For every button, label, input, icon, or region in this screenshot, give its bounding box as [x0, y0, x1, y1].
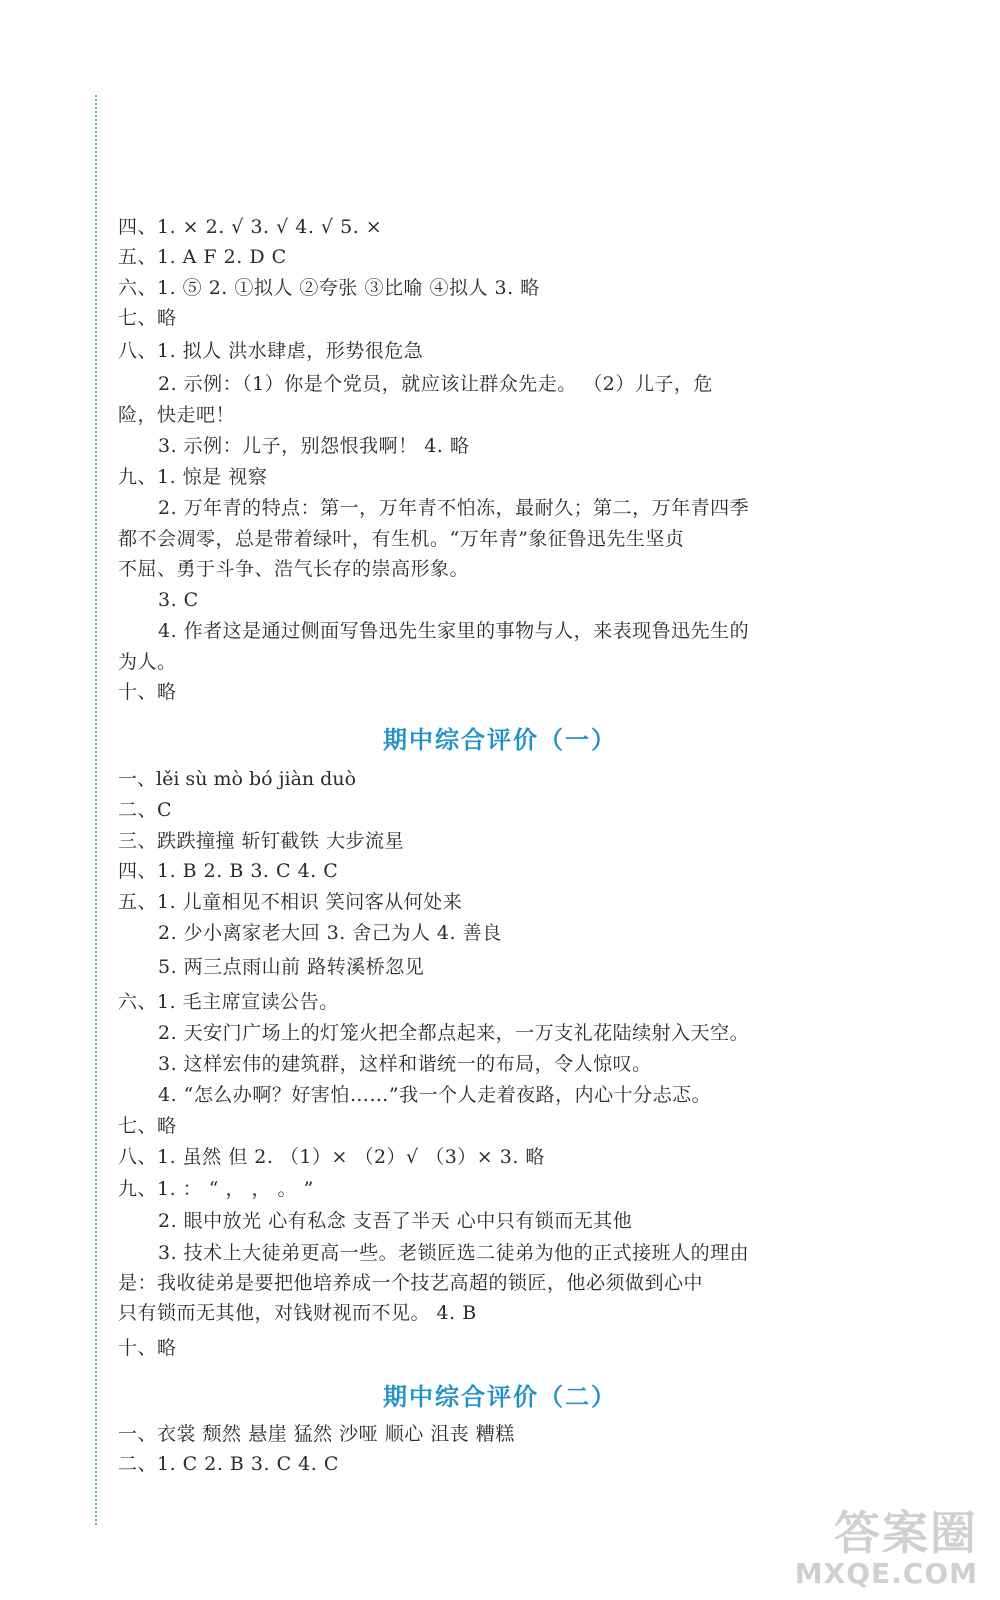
- answer-line: 4. “怎么办啊？好害怕……”我一个人走着夜路，内心十分忐忑。: [158, 1084, 712, 1106]
- answer-line: 六、1. ⑤ 2. ①拟人 ②夸张 ③比喻 ④拟人 3. 略: [118, 277, 540, 299]
- answer-line: 五、1. A F 2. D C: [118, 246, 287, 268]
- answer-line: 险，快走吧！: [118, 404, 236, 426]
- answer-line: 十、略: [118, 681, 177, 703]
- answer-line: 七、略: [118, 1115, 177, 1137]
- answer-line: 2. 万年青的特点：第一，万年青不怕冻，最耐久；第二，万年青四季: [158, 497, 750, 519]
- answer-line: 三、跌跌撞撞 斩钉截铁 大步流星: [118, 830, 405, 852]
- answer-line: 九、1. ： “ ， ， 。 ”: [118, 1178, 314, 1200]
- answer-line: 七、略: [118, 307, 177, 329]
- answer-line: 不屈、勇于斗争、浩气长存的崇高形象。: [118, 558, 470, 580]
- watermark: [795, 1508, 978, 1590]
- answer-line: 二、C: [118, 799, 173, 821]
- answer-line: 十、略: [118, 1337, 177, 1359]
- answer-line: 3. 技术上大徒弟更高一些。老锁匠选二徒弟为他的正式接班人的理由: [158, 1242, 750, 1264]
- answer-line: 一、lěi sù mò bó jiàn duò: [118, 768, 357, 790]
- answer-line: 只有锁而无其他，对钱财视而不见。 4. B: [118, 1302, 477, 1324]
- answer-line: 2. 天安门广场上的灯笼火把全都点起来，一万支礼花陆续射入天空。: [158, 1022, 750, 1044]
- answer-line: 3. 示例：儿子，别怨恨我啊！ 4. 略: [158, 435, 470, 457]
- watermark-logo: 答案圈: [834, 1506, 978, 1560]
- answer-line: 六、1. 毛主席宣读公告。: [118, 991, 339, 1013]
- answer-line: 3. 这样宏伟的建筑群，这样和谐统一的布局，令人惊叹。: [158, 1053, 652, 1075]
- section-title: 期中综合评价（一）: [383, 726, 617, 754]
- answer-line: 一、衣裳 颓然 悬崖 猛然 沙哑 顺心 沮丧 糟糕: [118, 1423, 515, 1445]
- answer-line: 是：我收徒弟是要把他培养成一个技艺高超的锁匠，他必须做到心中: [118, 1272, 704, 1294]
- answer-line: 二、1. C 2. B 3. C 4. C: [118, 1453, 339, 1475]
- section-title: 期中综合评价（二）: [383, 1383, 617, 1411]
- answer-line: 为人。: [118, 651, 177, 673]
- answer-line: 4. 作者这是通过侧面写鲁迅先生家里的事物与人，来表现鲁迅先生的: [158, 620, 750, 642]
- answer-line: 四、1. B 2. B 3. C 4. C: [118, 860, 339, 882]
- answer-line: 九、1. 惊是 视察: [118, 466, 268, 488]
- answer-line: 2. 少小离家老大回 3. 舍己为人 4. 善良: [158, 922, 502, 944]
- watermark-site: MXQE.COM: [794, 1557, 978, 1590]
- answer-line: 四、1. × 2. √ 3. √ 4. √ 5. ×: [118, 216, 383, 238]
- answer-line: 都不会凋零，总是带着绿叶，有生机。“万年青”象征鲁迅先生坚贞: [118, 528, 685, 550]
- answer-line: 2. 眼中放光 心有私念 支吾了半天 心中只有锁而无其他: [158, 1210, 633, 1232]
- answer-line: 2. 示例：（1）你是个党员，就应该让群众先走。 （2）儿子，危: [158, 373, 713, 395]
- answer-line: 八、1. 虽然 但 2. （1）× （2）√ （3）× 3. 略: [118, 1146, 545, 1168]
- answer-line: 3. C: [158, 589, 199, 611]
- answer-line: 五、1. 儿童相见不相识 笑问客从何处来: [118, 891, 463, 913]
- answer-line: 八、1. 拟人 洪水肆虐，形势很危急: [118, 340, 424, 362]
- answer-line: 5. 两三点雨山前 路转溪桥忽见: [158, 956, 425, 978]
- margin-dotted-line: [95, 95, 97, 1525]
